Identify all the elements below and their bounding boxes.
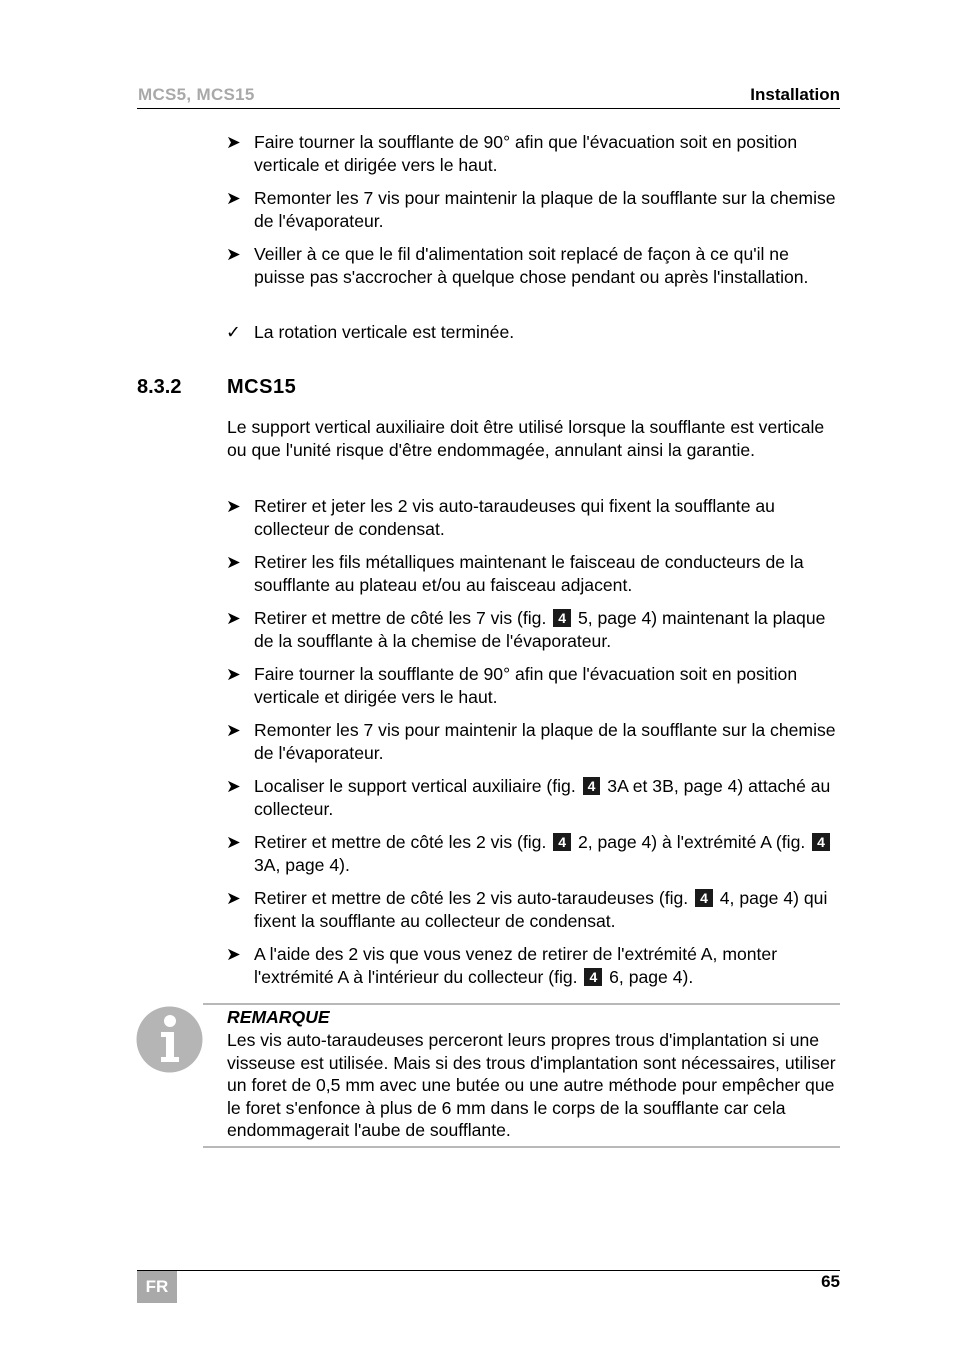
footer-divider [137, 1270, 840, 1271]
list-item [226, 495, 842, 540]
list-item-text: Retirer et mettre de côté les 2 vis auto-taraudeuses (fig. 4 4, page 4) qui fixent la soufflante au collecteur de condensat. [254, 888, 828, 931]
list-item [226, 551, 842, 596]
section-title: MCS15 [227, 376, 297, 398]
arrow-bullet-icon: ➤ [226, 664, 241, 684]
figure-ref-badge: 4 [695, 889, 713, 907]
note-title: REMARQUE [227, 1007, 330, 1027]
figure-ref-badge: 4 [584, 968, 602, 986]
note-divider-bottom [203, 1146, 840, 1148]
arrow-bullet-icon: ➤ [226, 720, 241, 740]
list-item-text: Retirer et mettre de côté les 7 vis (fig. 4 5, page 4) maintenant la plaque de la soufflante à la chemise de l'évaporateur. [254, 608, 826, 651]
list-item-text: Retirer et mettre de côté les 2 vis (fig. 4 2, page 4) à l'extrémité A (fig. 4 3A, page 4). [254, 831, 842, 876]
note-divider-top [203, 1003, 840, 1005]
list-item [226, 131, 842, 176]
arrow-bullet-icon: ➤ [226, 776, 241, 796]
list-item-text: Faire tourner la soufflante de 90° afin que l'évacuation soit en position verticale et dirigée vers le haut. [254, 664, 798, 707]
arrow-bullet-icon: ➤ [226, 244, 241, 264]
header-chapter: Installation [750, 85, 840, 104]
list-item [226, 887, 842, 932]
figure-ref-badge: 4 [812, 833, 830, 851]
list-item-text: Faire tourner la soufflante de 90° afin que l'évacuation soit en position verticale et dirigée vers le haut. [254, 132, 798, 175]
arrow-bullet-icon: ➤ [226, 832, 241, 852]
list-item-text: A l'aide des 2 vis que vous venez de retirer de l'extrémité A, monter l'extrémité A à l'intérieur du collecteur (fig. 4 6, page 4). [254, 944, 778, 987]
arrow-bullet-icon: ➤ [226, 552, 241, 572]
figure-ref-badge: 4 [553, 833, 571, 851]
language-badge: FR [137, 1271, 177, 1303]
result-text: La rotation verticale est terminée. [254, 322, 515, 342]
header-model: MCS5, MCS15 [138, 85, 255, 104]
page-number: 65 [821, 1272, 840, 1291]
list-item [226, 775, 842, 820]
header-divider [137, 108, 840, 109]
list-item [226, 663, 842, 708]
result-item [226, 321, 842, 344]
section-number: 8.3.2 [137, 376, 182, 398]
list-item-text: Remonter les 7 vis pour maintenir la plaque de la soufflante sur la chemise de l'évaporateur. [254, 188, 836, 231]
list-item [226, 243, 842, 288]
checkmark-icon: ✓ [226, 322, 241, 342]
list-item-text: Retirer les fils métalliques maintenant le faisceau de conducteurs de la soufflante au plateau et/ou au faisceau adjacent. [254, 552, 804, 595]
list-item-text: Retirer et jeter les 2 vis auto-taraudeuses qui fixent la soufflante au collecteur de condensat. [254, 496, 775, 539]
list-item-text: Veiller à ce que le fil d'alimentation soit replacé de façon à ce qu'il ne puisse pas s'accrocher à quelque chose pendant ou après l'installation. [254, 244, 809, 287]
section-intro: Le support vertical auxiliaire doit être utilisé lorsque la soufflante est verticale ou que l'unité risque d'être endommagée, annulant ainsi la garantie. [227, 417, 825, 460]
arrow-bullet-icon: ➤ [226, 944, 241, 964]
arrow-bullet-icon: ➤ [226, 496, 241, 516]
list-item [226, 607, 842, 652]
list-item [226, 187, 842, 232]
list-item-text: Localiser le support vertical auxiliaire (fig. 4 3A et 3B, page 4) attaché au collecteur. [254, 776, 831, 819]
list-item [226, 943, 842, 988]
arrow-bullet-icon: ➤ [226, 132, 241, 152]
arrow-bullet-icon: ➤ [226, 888, 241, 908]
arrow-bullet-icon: ➤ [226, 188, 241, 208]
list-item [226, 831, 842, 876]
list-item-text: Remonter les 7 vis pour maintenir la plaque de la soufflante sur la chemise de l'évaporateur. [254, 720, 836, 763]
list-item [226, 719, 842, 764]
arrow-bullet-icon: ➤ [226, 608, 241, 628]
info-icon [136, 1006, 203, 1073]
note-text: Les vis auto-taraudeuses perceront leurs propres trous d'implantation si une visseuse est utilisée. Mais si des trous d'implantation sont nécessaires, utiliser un foret de 0,5 mm avec une butée ou une autre méthode pour empêcher que le foret s'enfonce à plus de 6 mm dans le corps de la soufflante car cela endommagerait l'aube de soufflante. [227, 1030, 836, 1141]
figure-ref-badge: 4 [553, 609, 571, 627]
figure-ref-badge: 4 [583, 777, 601, 795]
